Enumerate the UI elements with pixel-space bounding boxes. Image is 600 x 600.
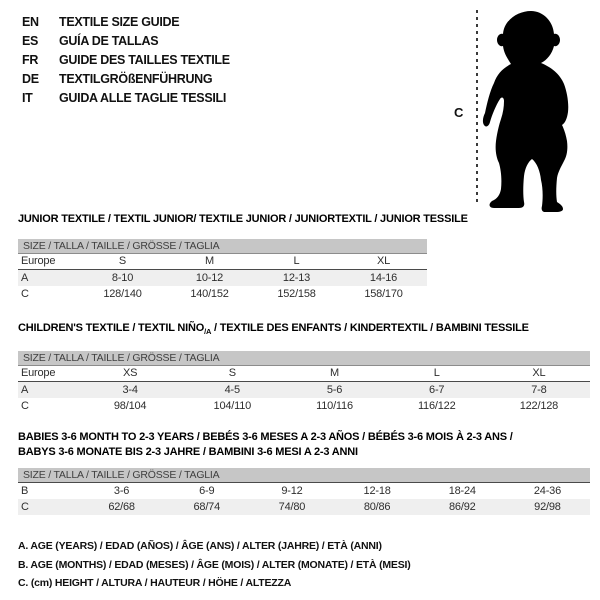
- value-cell: 9-12: [281, 485, 303, 497]
- junior-textile-table: [18, 213, 468, 302]
- children-title-post: / TEXTILE DES ENFANTS / KINDERTEXTIL / BAMBINI TESSILE: [211, 322, 529, 334]
- value-cell: 12-13: [282, 272, 311, 284]
- row-label: C: [21, 501, 29, 513]
- children-title-pre: CHILDREN'S TEXTILE / TEXTIL NIÑO: [18, 322, 205, 334]
- lang-title: GUIDA ALLE TAGLIE TESSILI: [59, 91, 227, 105]
- lang-title: GUÍA DE TALLAS: [59, 34, 159, 48]
- lang-code: ES: [22, 34, 39, 48]
- language-header: [22, 13, 230, 108]
- babies-textile-table: [18, 430, 590, 515]
- row-label: C: [21, 288, 29, 300]
- baby-silhouette-icon: [482, 8, 574, 214]
- value-cell: 92/98: [534, 501, 561, 513]
- babies-table-title: [18, 430, 590, 460]
- junior-age-row: [18, 270, 427, 286]
- value-cell: 5-6: [326, 384, 343, 397]
- value-cell: 158/170: [364, 288, 403, 300]
- junior-table-title: JUNIOR TEXTILE / TEXTIL JUNIOR/ TEXTILE JUNIOR / JUNIORTEXTIL / JUNIOR TESSILE: [18, 213, 468, 225]
- value-cell: 3-6: [113, 485, 130, 497]
- height-figure: [430, 0, 600, 220]
- value-cell: 86/92: [449, 501, 476, 513]
- footnote-b: B. AGE (MONTHS) / EDAD (MESES) / ÂGE (MOIS) / ALTER (MONATE) / ETÀ (MESI): [18, 558, 411, 571]
- value-cell: 14-16: [369, 272, 398, 284]
- value-cell: 6-7: [429, 384, 445, 397]
- value-cell: 80/86: [363, 501, 391, 513]
- lang-row-de: [22, 70, 230, 89]
- lang-code: IT: [22, 91, 33, 105]
- value-cell: 110/116: [316, 400, 353, 413]
- value-cell: 10-12: [195, 272, 224, 284]
- children-title-sub: /A: [204, 327, 212, 337]
- value-cell: 62/68: [108, 501, 135, 513]
- value-cell: 74/80: [278, 501, 306, 513]
- value-cell: 98/104: [113, 400, 147, 413]
- lang-row-es: [22, 32, 230, 51]
- value-cell: 122/128: [519, 400, 559, 413]
- lang-row-it: [22, 89, 230, 108]
- babies-title-line1: BABIES 3-6 MONTH TO 2-3 YEARS / BEBÉS 3-6 MESES A 2-3 AÑOS / BÉBÉS 3-6 MOIS À 2-3 ANS /: [18, 431, 513, 443]
- lang-title: TEXTILGRÖßENFÜHRUNG: [59, 72, 213, 86]
- size-header-bar: SIZE / TALLA / TAILLE / GRÖSSE / TAGLIA: [18, 351, 590, 366]
- measure-label-c: C: [454, 105, 464, 120]
- size-cell: S: [228, 367, 236, 380]
- value-cell: 6-9: [199, 485, 215, 497]
- value-cell: 116/122: [417, 400, 456, 413]
- size-header-bar: SIZE / TALLA / TAILLE / GRÖSSE / TAGLIA: [18, 468, 590, 483]
- value-cell: 140/152: [190, 288, 229, 300]
- lang-title: TEXTILE SIZE GUIDE: [59, 15, 180, 29]
- value-cell: 104/110: [213, 400, 252, 413]
- junior-size-row: [18, 254, 427, 270]
- row-label: B: [21, 485, 29, 497]
- lang-code: EN: [22, 15, 39, 29]
- children-table-title: [18, 322, 590, 338]
- size-header-bar: SIZE / TALLA / TAILLE / GRÖSSE / TAGLIA: [18, 239, 427, 254]
- babies-height-row: [18, 499, 590, 515]
- lang-title: GUIDE DES TAILLES TEXTILE: [59, 53, 230, 67]
- footnote-c: C. (cm) HEIGHT / ALTURA / HAUTEUR / HÖHE / ALTEZZA: [18, 577, 292, 589]
- lang-row-en: [22, 13, 230, 32]
- children-textile-table: [18, 322, 590, 414]
- footnotes: [18, 537, 411, 593]
- value-cell: 7-8: [531, 384, 547, 397]
- children-size-row: [18, 366, 590, 382]
- babies-title-line2: BABYS 3-6 MONATE BIS 2-3 JAHRE / BAMBINI 3-6 MESI A 2-3 ANNI: [18, 446, 358, 458]
- value-cell: 4-5: [224, 384, 240, 397]
- row-label: A: [21, 272, 29, 284]
- region-label: Europe: [21, 255, 56, 267]
- value-cell: 68/74: [193, 501, 221, 513]
- size-cell: M: [330, 367, 339, 380]
- size-cell: L: [433, 367, 440, 380]
- babies-age-row: [18, 483, 590, 499]
- height-measure-dashed-line: [476, 10, 478, 206]
- value-cell: 8-10: [111, 272, 134, 284]
- size-cell: XL: [376, 255, 391, 267]
- row-label: A: [21, 384, 29, 397]
- value-cell: 12-18: [363, 485, 391, 497]
- size-cell: M: [205, 255, 214, 267]
- footnote-a: A. AGE (YEARS) / EDAD (AÑOS) / ÂGE (ANS) / ALTER (JAHRE) / ETÀ (ANNI): [18, 540, 382, 552]
- value-cell: 3-4: [122, 384, 138, 397]
- children-age-row: [18, 382, 590, 398]
- value-cell: 24-36: [533, 485, 562, 497]
- row-label: C: [21, 400, 29, 413]
- children-height-row: [18, 398, 590, 414]
- junior-height-row: [18, 286, 427, 302]
- value-cell: 152/158: [277, 288, 316, 300]
- size-cell: S: [118, 255, 127, 267]
- value-cell: 18-24: [448, 485, 476, 497]
- value-cell: 128/140: [103, 288, 142, 300]
- region-label: Europe: [21, 367, 56, 380]
- size-cell: L: [293, 255, 300, 267]
- lang-row-fr: [22, 51, 230, 70]
- size-cell: XL: [532, 367, 546, 380]
- lang-code: FR: [22, 53, 39, 67]
- size-cell: XS: [122, 367, 138, 380]
- lang-code: DE: [22, 72, 39, 86]
